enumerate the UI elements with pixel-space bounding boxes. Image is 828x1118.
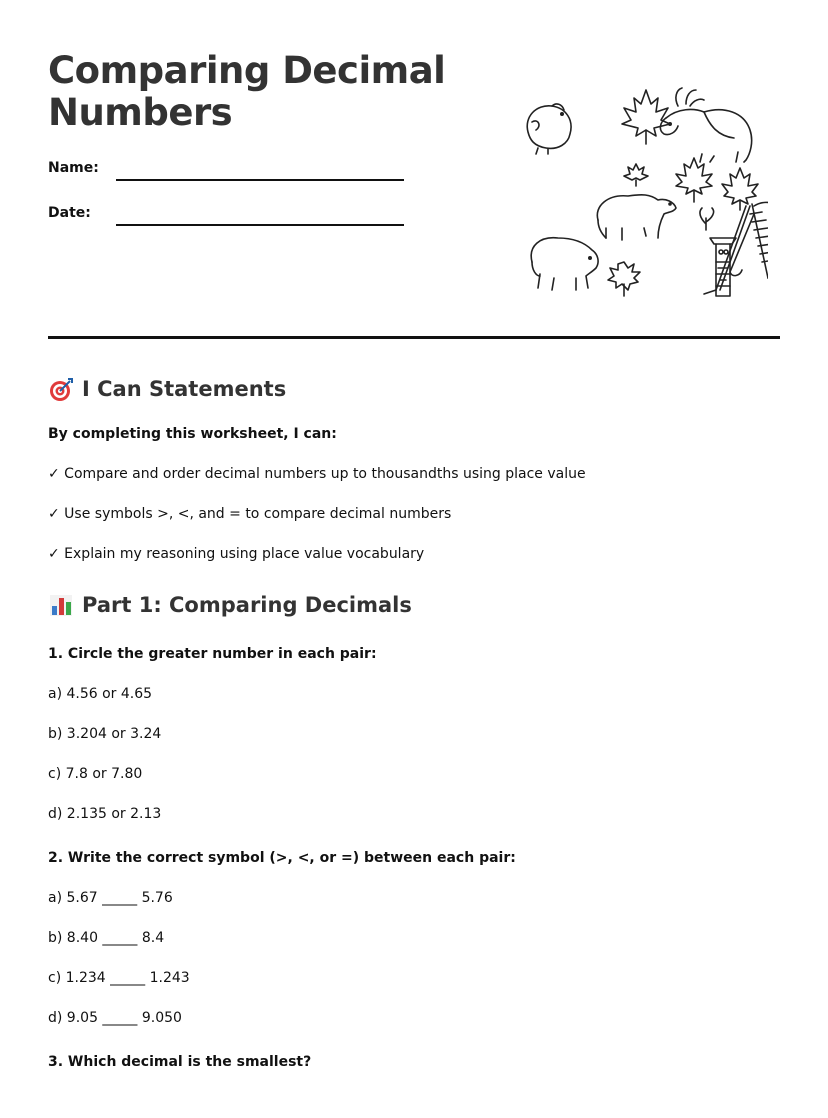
date-field-line[interactable]	[116, 224, 404, 226]
question-3-prompt: 3. Which decimal is the smallest?	[48, 1054, 312, 1070]
maple-leaf-icon	[676, 158, 712, 202]
sprout-icon	[700, 208, 714, 230]
question-1-item[interactable]: d) 2.135 or 2.13	[48, 806, 162, 822]
question-2-item[interactable]: a) 5.67 _____ 5.76	[48, 890, 173, 906]
question-2-prompt: 2. Write the correct symbol (>, <, or =) between each pair:	[48, 850, 516, 866]
i-can-intro: By completing this worksheet, I can:	[48, 426, 337, 442]
question-2-item[interactable]: c) 1.234 _____ 1.243	[48, 970, 190, 986]
small-leaf-icon	[624, 164, 648, 186]
i-can-heading-text: I Can Statements	[82, 377, 287, 401]
i-can-heading	[48, 376, 286, 402]
page-title: Comparing Decimal Numbers	[48, 49, 446, 134]
question-1-item[interactable]: b) 3.204 or 3.24	[48, 726, 162, 742]
question-1-prompt: 1. Circle the greater number in each pair:	[48, 646, 377, 662]
beaver-icon	[527, 104, 571, 154]
header-divider	[48, 336, 780, 339]
i-can-statement: ✓ Explain my reasoning using place value vocabulary	[48, 546, 425, 562]
moose-icon	[660, 88, 751, 162]
question-2-item[interactable]: d) 9.05 _____ 9.050	[48, 1010, 182, 1026]
worksheet-page	[48, 0, 780, 1118]
question-1-item[interactable]: c) 7.8 or 7.80	[48, 766, 143, 782]
part1-heading-text: Part 1: Comparing Decimals	[82, 593, 412, 617]
bar-chart-icon	[48, 592, 74, 618]
question-2-item[interactable]: b) 8.40 _____ 8.4	[48, 930, 165, 946]
name-field-line[interactable]	[116, 179, 404, 181]
name-label: Name:	[48, 160, 99, 176]
bear-icon	[597, 195, 676, 240]
question-1-item[interactable]: a) 4.56 or 4.65	[48, 686, 153, 702]
target-bullseye-icon	[48, 376, 74, 402]
canadian-animals-illustration	[518, 82, 768, 302]
date-label: Date:	[48, 205, 91, 221]
maple-leaf-icon	[622, 90, 670, 144]
polar-bear-icon	[531, 238, 598, 290]
i-can-statement: ✓ Compare and order decimal numbers up to thousandths using place value	[48, 466, 586, 482]
maple-leaf-icon	[608, 262, 640, 296]
part1-heading	[48, 592, 412, 618]
hockey-stick-icon	[704, 202, 768, 294]
i-can-statement: ✓ Use symbols >, <, and = to compare decimal numbers	[48, 506, 452, 522]
